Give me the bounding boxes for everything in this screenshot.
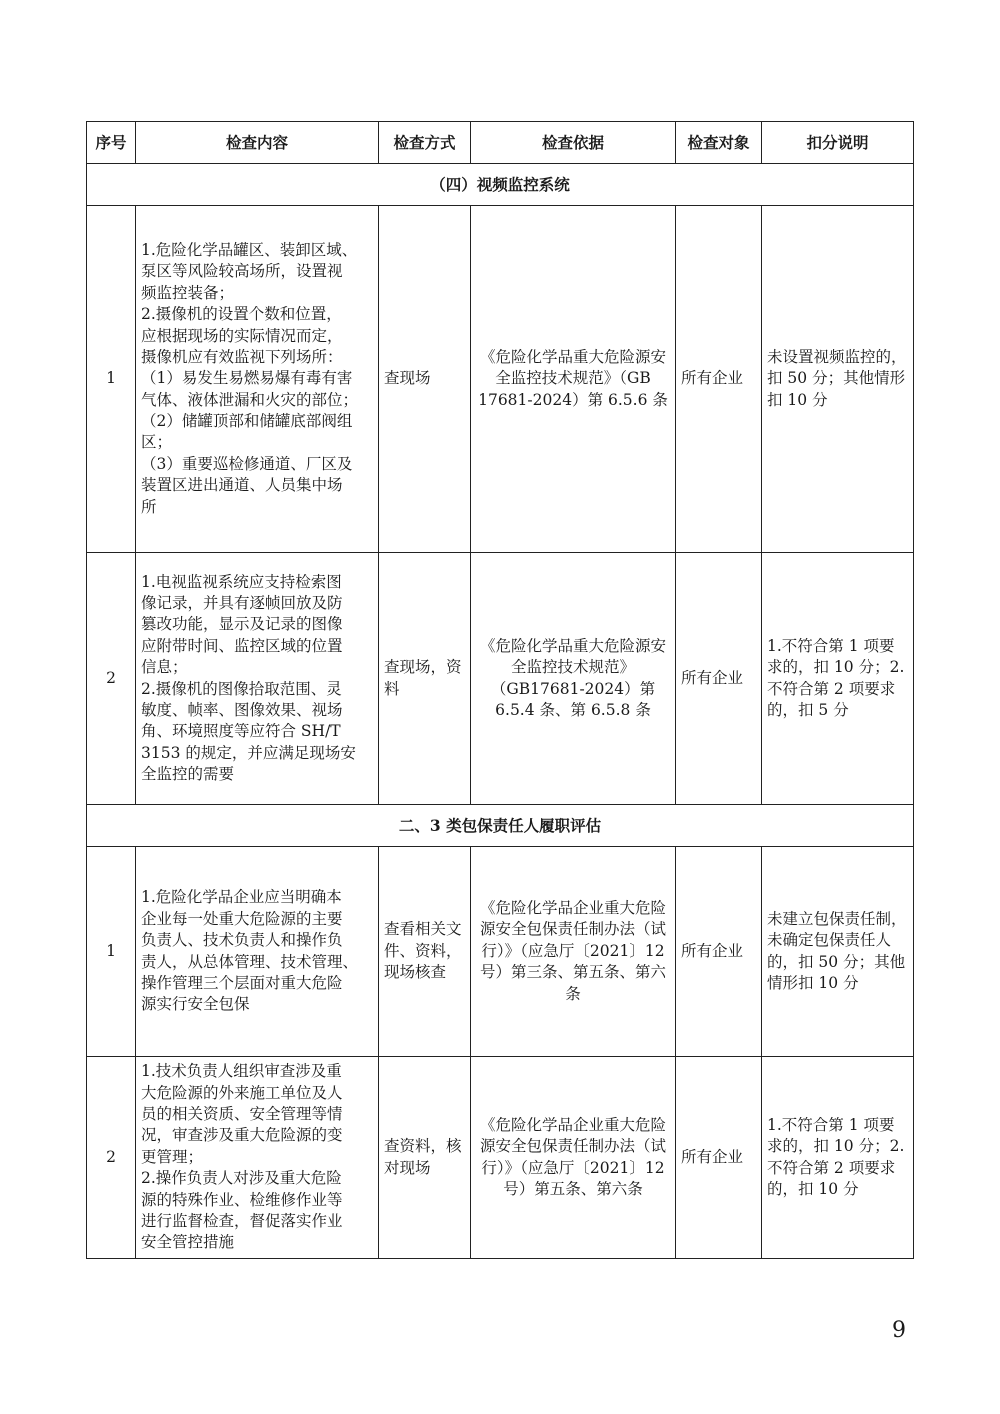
header-content: 检查内容: [136, 122, 379, 164]
row-deduction: 1.不符合第 1 项要求的，扣 10 分；2.不符合第 2 项要求的，扣 5 分: [762, 553, 914, 805]
header-num: 序号: [87, 122, 136, 164]
content-line: 篡改功能，显示及记录的图像: [141, 615, 343, 634]
content-line: 更管理；: [141, 1147, 204, 1166]
content-line: 气体、液体泄漏和火灾的部位；: [141, 390, 359, 409]
content-line: 装置区进出通道、人员集中场: [141, 476, 343, 495]
content-line: 进行监督检查，督促落实作业: [141, 1211, 343, 1230]
inspection-table: [86, 121, 914, 1259]
row-deduction: 未建立包保责任制，未确定包保责任人的，扣 50 分；其他情形扣 10 分: [762, 847, 914, 1057]
content-line: 2.摄像机的图像拾取范围、灵: [141, 679, 342, 698]
row-deduction: 未设置视频监控的，扣 50 分；其他情形扣 10 分: [762, 206, 914, 553]
content-line: （2）储罐顶部和储罐底部阀组: [141, 412, 353, 431]
row-content: [136, 847, 379, 1057]
content-line: 全监控的需要: [141, 765, 235, 783]
content-line: 应根据现场的实际情况而定，: [141, 326, 343, 345]
content-line: 摄像机应有效监视下列场所：: [141, 347, 343, 366]
content-line: 2.摄像机的设置个数和位置，: [141, 305, 342, 324]
content-line: 2.操作负责人对涉及重大危险: [141, 1169, 342, 1188]
content-line: 大危险源的外来施工单位及人: [141, 1083, 343, 1102]
content-line: 企业每一处重大危险源的主要: [141, 909, 343, 928]
header-target: 检查对象: [676, 122, 762, 164]
row-content: [136, 206, 379, 553]
content-line: 信息；: [141, 658, 188, 677]
row-target: 所有企业: [676, 206, 762, 553]
row-method: 查看相关文件、资料，现场核查: [379, 847, 471, 1057]
row-content: [136, 553, 379, 805]
content-line: 1.电视监视系统应支持检索图: [141, 572, 342, 591]
content-line: 1.危险化学品企业应当明确本: [141, 888, 342, 907]
row-method: 查现场，资料: [379, 553, 471, 805]
content-line: 员的相关资质、安全管理等情: [141, 1105, 343, 1124]
section-row: [87, 164, 914, 206]
row-basis: 《危险化学品重大危险源安全监控技术规范》（GB17681-2024）第 6.5.4 条、第 6.5.8 条: [471, 553, 676, 805]
row-target: 所有企业: [676, 1057, 762, 1259]
row-target: 所有企业: [676, 847, 762, 1057]
page-number: 9: [892, 1318, 906, 1343]
content-line: 责人，从总体管理、技术管理、: [141, 952, 359, 971]
content-line: 频监控装备；: [141, 283, 235, 302]
content-line: 安全管控措施: [141, 1233, 235, 1252]
content-line: （3）重要巡检修通道、厂区及: [141, 454, 353, 473]
content-line: 源实行安全包保: [141, 995, 250, 1014]
content-line: 应附带时间、监控区域的位置: [141, 636, 343, 655]
content-line: 3153 的规定，并应满足现场安: [141, 743, 356, 762]
row-number: 2: [87, 553, 136, 805]
row-number: 1: [87, 847, 136, 1057]
content-line: 敏度、帧率、图像效果、视场: [141, 700, 343, 719]
row-target: 所有企业: [676, 553, 762, 805]
section-title-responsibility: 二、3 类包保责任人履职评估: [87, 805, 914, 847]
content-line: 负责人、技术负责人和操作负: [141, 931, 343, 950]
row-basis: 《危险化学品企业重大危险源安全包保责任制办法（试行）》（应急厅〔2021〕12 号）第三条、第五条、第六条: [471, 847, 676, 1057]
table-row: [87, 847, 914, 1057]
content-line: 区；: [141, 433, 173, 452]
header-method: 检查方式: [379, 122, 471, 164]
row-number: 2: [87, 1057, 136, 1259]
content-line: 操作管理三个层面对重大危险: [141, 973, 343, 992]
row-content: [136, 1057, 379, 1259]
row-deduction: 1.不符合第 1 项要求的，扣 10 分；2.不符合第 2 项要求的，扣 10 分: [762, 1057, 914, 1259]
table-row: [87, 1057, 914, 1259]
section-row: [87, 805, 914, 847]
row-method: 查现场: [379, 206, 471, 553]
content-line: （1）易发生易燃易爆有毒有害: [141, 369, 353, 388]
content-line: 1.技术负责人组织审查涉及重: [141, 1062, 342, 1081]
header-basis: 检查依据: [471, 122, 676, 164]
table-row: [87, 553, 914, 805]
content-line: 像记录，并具有逐帧回放及防: [141, 594, 343, 612]
row-basis: 《危险化学品重大危险源安全监控技术规范》（GB 17681-2024）第 6.5.6 条: [471, 206, 676, 553]
content-line: 1.危险化学品罐区、装卸区域、: [141, 241, 358, 260]
row-basis: 《危险化学品企业重大危险源安全包保责任制办法（试行）》（应急厅〔2021〕12 号）第五条、第六条: [471, 1057, 676, 1259]
header-deduct: 扣分说明: [762, 122, 914, 164]
row-number: 1: [87, 206, 136, 553]
section-title-video-monitoring: （四）视频监控系统: [87, 164, 914, 206]
row-method: 查资料，核对现场: [379, 1057, 471, 1259]
table-header-row: [87, 122, 914, 164]
content-line: 泵区等风险较高场所，设置视: [141, 262, 343, 281]
table-row: [87, 206, 914, 553]
content-line: 所: [141, 497, 157, 516]
content-line: 源的特殊作业、检维修作业等: [141, 1190, 343, 1209]
content-line: 况，审查涉及重大危险源的变: [141, 1126, 343, 1145]
content-line: 角、环境照度等应符合 SH/T: [141, 722, 341, 741]
